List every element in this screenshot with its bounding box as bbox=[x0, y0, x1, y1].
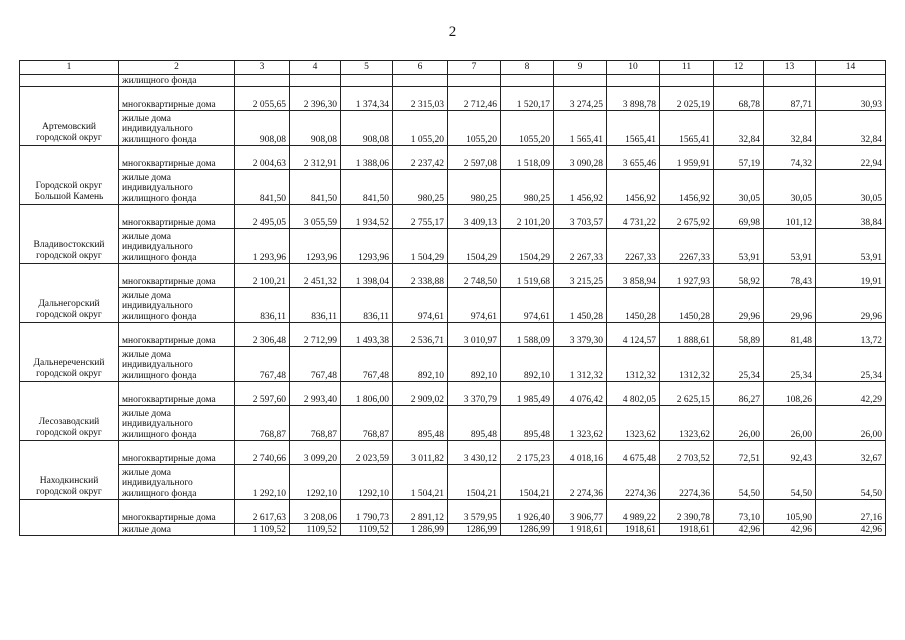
value-cell bbox=[235, 75, 290, 87]
value-cell: 2 597,08 bbox=[448, 146, 501, 170]
value-cell: 2 597,60 bbox=[235, 382, 290, 406]
housing-type-cell: многоквартирные дома bbox=[119, 382, 235, 406]
continuation-row bbox=[20, 75, 886, 87]
value-cell: 1286,99 bbox=[448, 524, 501, 536]
value-cell: 86,27 bbox=[714, 382, 764, 406]
value-cell: 54,50 bbox=[764, 465, 816, 500]
housing-type-cell: многоквартирные дома bbox=[119, 205, 235, 229]
value-cell: 3 055,59 bbox=[290, 205, 341, 229]
value-cell: 2267,33 bbox=[607, 229, 660, 264]
value-cell: 32,84 bbox=[764, 111, 816, 146]
value-cell: 2 712,99 bbox=[290, 323, 341, 347]
value-cell: 22,94 bbox=[816, 146, 886, 170]
value-cell bbox=[607, 75, 660, 87]
value-cell: 2 740,66 bbox=[235, 441, 290, 465]
value-cell: 1 790,73 bbox=[341, 500, 393, 524]
value-cell: 908,08 bbox=[235, 111, 290, 146]
value-cell: 3 370,79 bbox=[448, 382, 501, 406]
value-cell: 29,96 bbox=[816, 288, 886, 323]
value-cell: 1 926,40 bbox=[501, 500, 554, 524]
value-cell: 1565,41 bbox=[660, 111, 714, 146]
value-cell: 892,10 bbox=[501, 347, 554, 382]
table-row bbox=[20, 170, 886, 205]
value-cell: 4 124,57 bbox=[607, 323, 660, 347]
table-row bbox=[20, 87, 886, 111]
value-cell: 895,48 bbox=[393, 406, 448, 441]
value-cell: 1 504,21 bbox=[393, 465, 448, 500]
value-cell: 4 802,05 bbox=[607, 382, 660, 406]
value-cell: 1 504,29 bbox=[393, 229, 448, 264]
value-cell: 2 274,36 bbox=[554, 465, 607, 500]
value-cell: 1456,92 bbox=[660, 170, 714, 205]
table-row bbox=[20, 111, 886, 146]
value-cell: 42,96 bbox=[816, 524, 886, 536]
value-cell: 1109,52 bbox=[290, 524, 341, 536]
value-cell: 73,10 bbox=[714, 500, 764, 524]
value-cell: 30,93 bbox=[816, 87, 886, 111]
value-cell: 2 004,63 bbox=[235, 146, 290, 170]
table-row bbox=[20, 229, 886, 264]
value-cell: 87,71 bbox=[764, 87, 816, 111]
value-cell: 1 456,92 bbox=[554, 170, 607, 205]
table-row bbox=[20, 288, 886, 323]
value-cell: 1450,28 bbox=[607, 288, 660, 323]
district-cell: Дальнегорский городской округ bbox=[20, 264, 119, 323]
value-cell: 19,91 bbox=[816, 264, 886, 288]
housing-type-cell: многоквартирные дома bbox=[119, 323, 235, 347]
housing-type-cell: жилищного фонда bbox=[119, 75, 235, 87]
value-cell: 2 100,21 bbox=[235, 264, 290, 288]
value-cell: 78,43 bbox=[764, 264, 816, 288]
value-cell: 1 927,93 bbox=[660, 264, 714, 288]
value-cell: 81,48 bbox=[764, 323, 816, 347]
value-cell: 1 918,61 bbox=[554, 524, 607, 536]
value-cell: 1504,21 bbox=[448, 465, 501, 500]
value-cell: 768,87 bbox=[290, 406, 341, 441]
district-cell bbox=[20, 500, 119, 536]
column-number-header: 1 bbox=[20, 61, 119, 75]
housing-type-cell: жилые дома индивидуального жилищного фонда bbox=[119, 288, 235, 323]
value-cell: 1918,61 bbox=[607, 524, 660, 536]
value-cell: 53,91 bbox=[816, 229, 886, 264]
value-cell: 30,05 bbox=[714, 170, 764, 205]
value-cell: 2 306,48 bbox=[235, 323, 290, 347]
value-cell: 2 390,78 bbox=[660, 500, 714, 524]
column-number-header: 8 bbox=[501, 61, 554, 75]
value-cell: 3 703,57 bbox=[554, 205, 607, 229]
value-cell: 4 076,42 bbox=[554, 382, 607, 406]
column-number-header: 13 bbox=[764, 61, 816, 75]
value-cell: 2 617,63 bbox=[235, 500, 290, 524]
table-row bbox=[20, 406, 886, 441]
value-cell: 3 579,95 bbox=[448, 500, 501, 524]
table-row bbox=[20, 264, 886, 288]
value-cell: 2274,36 bbox=[607, 465, 660, 500]
value-cell: 974,61 bbox=[393, 288, 448, 323]
table-row bbox=[20, 146, 886, 170]
value-cell: 836,11 bbox=[235, 288, 290, 323]
district-cell: Артемовский городской округ bbox=[20, 87, 119, 146]
column-number-header: 9 bbox=[554, 61, 607, 75]
value-cell: 3 655,46 bbox=[607, 146, 660, 170]
value-cell: 2 055,65 bbox=[235, 87, 290, 111]
table-row bbox=[20, 323, 886, 347]
value-cell: 1504,29 bbox=[448, 229, 501, 264]
housing-type-cell: многоквартирные дома bbox=[119, 441, 235, 465]
value-cell: 980,25 bbox=[501, 170, 554, 205]
value-cell: 2 755,17 bbox=[393, 205, 448, 229]
value-cell: 25,34 bbox=[714, 347, 764, 382]
value-cell: 92,43 bbox=[764, 441, 816, 465]
value-cell: 767,48 bbox=[235, 347, 290, 382]
value-cell: 2 175,23 bbox=[501, 441, 554, 465]
value-cell bbox=[660, 75, 714, 87]
value-cell: 2 101,20 bbox=[501, 205, 554, 229]
value-cell: 2 025,19 bbox=[660, 87, 714, 111]
value-cell: 53,91 bbox=[764, 229, 816, 264]
value-cell: 1323,62 bbox=[660, 406, 714, 441]
value-cell bbox=[714, 75, 764, 87]
table-row bbox=[20, 347, 886, 382]
value-cell: 1504,29 bbox=[501, 229, 554, 264]
value-cell: 3 274,25 bbox=[554, 87, 607, 111]
value-cell: 908,08 bbox=[290, 111, 341, 146]
value-cell: 895,48 bbox=[501, 406, 554, 441]
column-number-header: 4 bbox=[290, 61, 341, 75]
value-cell: 72,51 bbox=[714, 441, 764, 465]
value-cell: 2 625,15 bbox=[660, 382, 714, 406]
housing-type-cell: жилые дома индивидуального жилищного фонда bbox=[119, 229, 235, 264]
value-cell: 3 858,94 bbox=[607, 264, 660, 288]
value-cell: 1312,32 bbox=[660, 347, 714, 382]
value-cell: 3 090,28 bbox=[554, 146, 607, 170]
value-cell: 768,87 bbox=[235, 406, 290, 441]
value-cell: 54,50 bbox=[816, 465, 886, 500]
value-cell: 1 388,06 bbox=[341, 146, 393, 170]
value-cell: 1293,96 bbox=[290, 229, 341, 264]
value-cell: 42,29 bbox=[816, 382, 886, 406]
value-cell: 1 055,20 bbox=[393, 111, 448, 146]
value-cell: 1286,99 bbox=[501, 524, 554, 536]
value-cell: 2 237,42 bbox=[393, 146, 448, 170]
column-number-header: 3 bbox=[235, 61, 290, 75]
value-cell: 1 519,68 bbox=[501, 264, 554, 288]
value-cell: 3 099,20 bbox=[290, 441, 341, 465]
value-cell: 768,87 bbox=[341, 406, 393, 441]
value-cell: 42,96 bbox=[764, 524, 816, 536]
value-cell: 1504,21 bbox=[501, 465, 554, 500]
value-cell: 2 675,92 bbox=[660, 205, 714, 229]
value-cell: 25,34 bbox=[764, 347, 816, 382]
value-cell: 1055,20 bbox=[501, 111, 554, 146]
value-cell: 2 712,46 bbox=[448, 87, 501, 111]
table-row bbox=[20, 205, 886, 229]
value-cell: 101,12 bbox=[764, 205, 816, 229]
value-cell: 53,91 bbox=[714, 229, 764, 264]
value-cell: 1 493,38 bbox=[341, 323, 393, 347]
value-cell: 1 520,17 bbox=[501, 87, 554, 111]
value-cell: 4 018,16 bbox=[554, 441, 607, 465]
value-cell: 38,84 bbox=[816, 205, 886, 229]
value-cell: 1323,62 bbox=[607, 406, 660, 441]
value-cell: 836,11 bbox=[341, 288, 393, 323]
table-row bbox=[20, 465, 886, 500]
value-cell bbox=[501, 75, 554, 87]
housing-type-cell: многоквартирные дома bbox=[119, 264, 235, 288]
value-cell: 3 906,77 bbox=[554, 500, 607, 524]
value-cell: 2 023,59 bbox=[341, 441, 393, 465]
value-cell: 4 989,22 bbox=[607, 500, 660, 524]
value-cell: 908,08 bbox=[341, 111, 393, 146]
value-cell: 1312,32 bbox=[607, 347, 660, 382]
value-cell: 1 286,99 bbox=[393, 524, 448, 536]
value-cell: 2 909,02 bbox=[393, 382, 448, 406]
housing-type-cell: многоквартирные дома bbox=[119, 87, 235, 111]
value-cell: 32,84 bbox=[714, 111, 764, 146]
value-cell: 1565,41 bbox=[607, 111, 660, 146]
housing-type-cell: жилые дома индивидуального жилищного фонда bbox=[119, 111, 235, 146]
value-cell: 1293,96 bbox=[341, 229, 393, 264]
value-cell: 26,00 bbox=[714, 406, 764, 441]
value-cell: 4 675,48 bbox=[607, 441, 660, 465]
value-cell: 892,10 bbox=[448, 347, 501, 382]
value-cell: 1 565,41 bbox=[554, 111, 607, 146]
district-cell: Лесозаводский городской округ bbox=[20, 382, 119, 441]
value-cell: 895,48 bbox=[448, 406, 501, 441]
column-number-header: 6 bbox=[393, 61, 448, 75]
value-cell: 3 898,78 bbox=[607, 87, 660, 111]
value-cell: 27,16 bbox=[816, 500, 886, 524]
value-cell: 1 959,91 bbox=[660, 146, 714, 170]
district-cell: Городской округ Большой Камень bbox=[20, 146, 119, 205]
value-cell: 3 215,25 bbox=[554, 264, 607, 288]
value-cell: 42,96 bbox=[714, 524, 764, 536]
value-cell: 2 267,33 bbox=[554, 229, 607, 264]
value-cell: 69,98 bbox=[714, 205, 764, 229]
value-cell bbox=[816, 75, 886, 87]
value-cell: 1 398,04 bbox=[341, 264, 393, 288]
value-cell: 30,05 bbox=[764, 170, 816, 205]
district-cell: Дальнереченский городской округ bbox=[20, 323, 119, 382]
value-cell: 1450,28 bbox=[660, 288, 714, 323]
value-cell: 1 806,00 bbox=[341, 382, 393, 406]
value-cell: 1 450,28 bbox=[554, 288, 607, 323]
value-cell: 1 985,49 bbox=[501, 382, 554, 406]
value-cell: 2274,36 bbox=[660, 465, 714, 500]
value-cell: 108,26 bbox=[764, 382, 816, 406]
value-cell: 2 748,50 bbox=[448, 264, 501, 288]
value-cell: 1 292,10 bbox=[235, 465, 290, 500]
housing-type-cell: жилые дома индивидуального жилищного фонда bbox=[119, 406, 235, 441]
housing-type-cell: многоквартирные дома bbox=[119, 146, 235, 170]
value-cell: 1292,10 bbox=[341, 465, 393, 500]
value-cell: 2 338,88 bbox=[393, 264, 448, 288]
value-cell: 2 315,03 bbox=[393, 87, 448, 111]
value-cell: 841,50 bbox=[290, 170, 341, 205]
value-cell: 57,19 bbox=[714, 146, 764, 170]
value-cell: 980,25 bbox=[448, 170, 501, 205]
value-cell: 841,50 bbox=[235, 170, 290, 205]
value-cell: 58,89 bbox=[714, 323, 764, 347]
page-number: 2 bbox=[448, 24, 457, 40]
district-cell: Находкинский городской округ bbox=[20, 441, 119, 500]
value-cell: 3 430,12 bbox=[448, 441, 501, 465]
value-cell: 68,78 bbox=[714, 87, 764, 111]
value-cell: 13,72 bbox=[816, 323, 886, 347]
value-cell: 2 312,91 bbox=[290, 146, 341, 170]
value-cell: 3 379,30 bbox=[554, 323, 607, 347]
value-cell: 25,34 bbox=[816, 347, 886, 382]
column-number-header: 2 bbox=[119, 61, 235, 75]
district-cell bbox=[20, 75, 119, 87]
column-number-header: 12 bbox=[714, 61, 764, 75]
value-cell: 1 518,09 bbox=[501, 146, 554, 170]
value-cell: 1 323,62 bbox=[554, 406, 607, 441]
table-row bbox=[20, 382, 886, 406]
value-cell bbox=[393, 75, 448, 87]
value-cell: 32,67 bbox=[816, 441, 886, 465]
value-cell: 1 374,34 bbox=[341, 87, 393, 111]
value-cell: 2 993,40 bbox=[290, 382, 341, 406]
housing-type-cell: жилые дома индивидуального жилищного фонда bbox=[119, 465, 235, 500]
column-number-header: 11 bbox=[660, 61, 714, 75]
value-cell: 1055,20 bbox=[448, 111, 501, 146]
housing-type-cell: жилые дома индивидуального жилищного фонда bbox=[119, 170, 235, 205]
value-cell: 2 495,05 bbox=[235, 205, 290, 229]
table-row bbox=[20, 441, 886, 465]
value-cell bbox=[554, 75, 607, 87]
value-cell: 1 312,32 bbox=[554, 347, 607, 382]
value-cell: 3 208,06 bbox=[290, 500, 341, 524]
column-number-row bbox=[20, 61, 886, 75]
value-cell: 974,61 bbox=[501, 288, 554, 323]
value-cell: 1 588,09 bbox=[501, 323, 554, 347]
value-cell: 980,25 bbox=[393, 170, 448, 205]
value-cell: 58,92 bbox=[714, 264, 764, 288]
housing-type-cell: жилые дома bbox=[119, 524, 235, 536]
value-cell: 26,00 bbox=[764, 406, 816, 441]
value-cell: 1918,61 bbox=[660, 524, 714, 536]
value-cell: 74,32 bbox=[764, 146, 816, 170]
value-cell: 32,84 bbox=[816, 111, 886, 146]
value-cell: 841,50 bbox=[341, 170, 393, 205]
value-cell: 2 703,52 bbox=[660, 441, 714, 465]
value-cell: 1 934,52 bbox=[341, 205, 393, 229]
district-cell: Владивостокский городской округ bbox=[20, 205, 119, 264]
table-row bbox=[20, 524, 886, 536]
value-cell: 1 109,52 bbox=[235, 524, 290, 536]
value-cell: 892,10 bbox=[393, 347, 448, 382]
value-cell: 767,48 bbox=[290, 347, 341, 382]
value-cell: 2 396,30 bbox=[290, 87, 341, 111]
column-number-header: 14 bbox=[816, 61, 886, 75]
value-cell: 29,96 bbox=[764, 288, 816, 323]
column-number-header: 10 bbox=[607, 61, 660, 75]
value-cell: 2 891,12 bbox=[393, 500, 448, 524]
value-cell: 4 731,22 bbox=[607, 205, 660, 229]
value-cell: 29,96 bbox=[714, 288, 764, 323]
value-cell: 30,05 bbox=[816, 170, 886, 205]
value-cell: 1456,92 bbox=[607, 170, 660, 205]
value-cell: 3 010,97 bbox=[448, 323, 501, 347]
housing-type-cell: многоквартирные дома bbox=[119, 500, 235, 524]
value-cell: 3 011,82 bbox=[393, 441, 448, 465]
value-cell bbox=[764, 75, 816, 87]
value-cell bbox=[448, 75, 501, 87]
value-cell bbox=[290, 75, 341, 87]
column-number-header: 7 bbox=[448, 61, 501, 75]
value-cell: 974,61 bbox=[448, 288, 501, 323]
value-cell: 3 409,13 bbox=[448, 205, 501, 229]
value-cell: 1109,52 bbox=[341, 524, 393, 536]
value-cell: 1 293,96 bbox=[235, 229, 290, 264]
value-cell: 1292,10 bbox=[290, 465, 341, 500]
value-cell: 836,11 bbox=[290, 288, 341, 323]
value-cell: 767,48 bbox=[341, 347, 393, 382]
table-row bbox=[20, 500, 886, 524]
value-cell: 2267,33 bbox=[660, 229, 714, 264]
value-cell bbox=[341, 75, 393, 87]
value-cell: 105,90 bbox=[764, 500, 816, 524]
tariff-table bbox=[19, 60, 886, 536]
housing-type-cell: жилые дома индивидуального жилищного фонда bbox=[119, 347, 235, 382]
value-cell: 26,00 bbox=[816, 406, 886, 441]
value-cell: 2 451,32 bbox=[290, 264, 341, 288]
value-cell: 54,50 bbox=[714, 465, 764, 500]
value-cell: 2 536,71 bbox=[393, 323, 448, 347]
column-number-header: 5 bbox=[341, 61, 393, 75]
value-cell: 1 888,61 bbox=[660, 323, 714, 347]
